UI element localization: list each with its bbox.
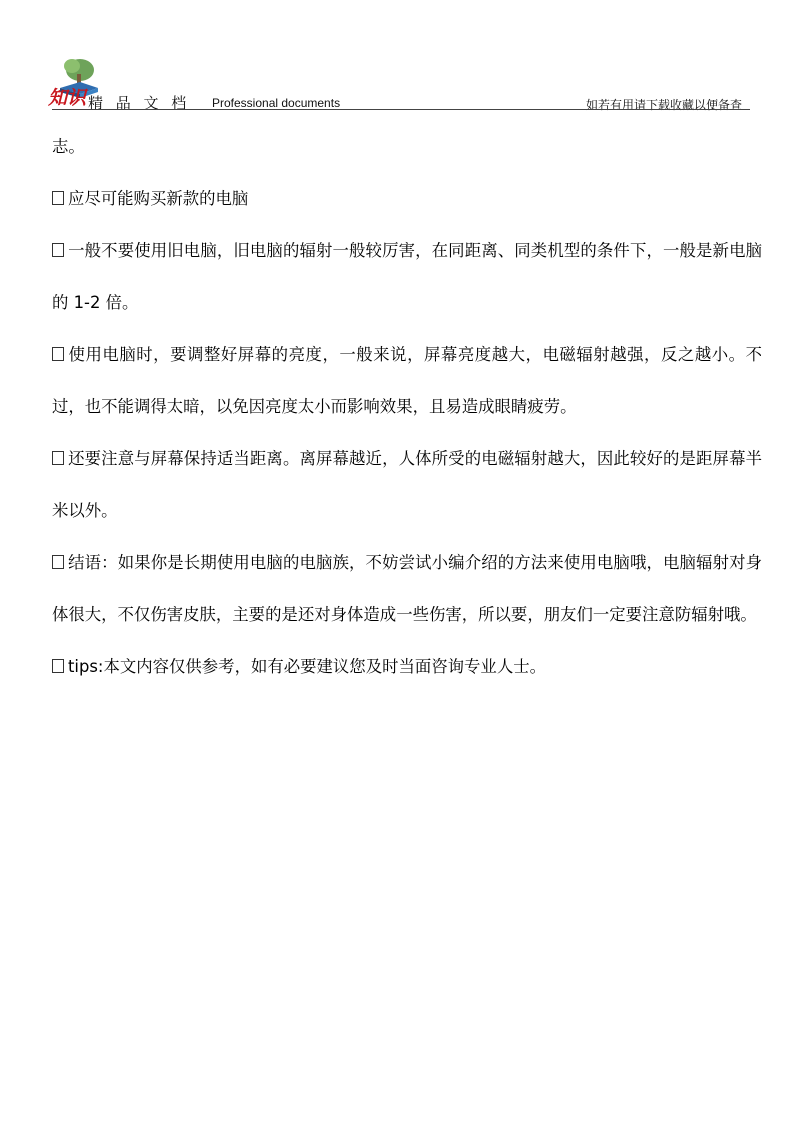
paragraph: [52, 173, 762, 225]
checkbox-bullet-icon: [52, 451, 64, 465]
paragraph: [52, 433, 762, 537]
header-title: 精 品 文 档: [88, 94, 191, 112]
header-subtitle: Professional documents: [212, 96, 341, 110]
checkbox-bullet-icon: [52, 347, 64, 361]
paragraph: [52, 641, 762, 693]
paragraph-text: 结语：如果你是长期使用电脑的电脑族，不妨尝试小编介绍的方法来使用电脑哦，电脑辐射对身体很大，不仅伤害皮肤，主要的是还对身体造成一些伤害，所以要，朋友们一定要注意防辐射哦。: [52, 553, 762, 624]
checkbox-bullet-icon: [52, 555, 64, 569]
paragraph-text: 志。: [52, 137, 85, 156]
checkbox-bullet-icon: [52, 191, 64, 205]
paragraph: [52, 329, 762, 433]
document-header: [0, 0, 794, 112]
paragraph-text: 一般不要使用旧电脑，旧电脑的辐射一般较厉害，在同距离、同类机型的条件下，一般是新电脑的 1-2 倍。: [52, 241, 762, 312]
paragraph-text: 还要注意与屏幕保持适当距离。离屏幕越近，人体所受的电磁辐射越大，因此较好的是距屏幕半米以外。: [52, 449, 762, 520]
paragraph: [52, 537, 762, 641]
paragraph-text: 应尽可能购买新款的电脑: [68, 189, 249, 208]
checkbox-bullet-icon: [52, 659, 64, 673]
svg-text:知识: 知识: [48, 87, 87, 106]
paragraph: [52, 121, 762, 173]
paragraph-text: 使用电脑时，要调整好屏幕的亮度，一般来说，屏幕亮度越大，电磁辐射越强，反之越小。不过，也不能调得太暗，以免因亮度太小而影响效果，且易造成眼睛疲劳。: [52, 345, 762, 416]
checkbox-bullet-icon: [52, 243, 64, 257]
paragraph-text: tips:本文内容仅供参考，如有必要建议您及时当面咨询专业人士。: [68, 657, 546, 676]
header-download-note: 如若有用请下载收藏以便备查: [585, 98, 742, 112]
header-divider: [52, 109, 750, 110]
document-body: [52, 121, 762, 693]
paragraph: [52, 225, 762, 329]
